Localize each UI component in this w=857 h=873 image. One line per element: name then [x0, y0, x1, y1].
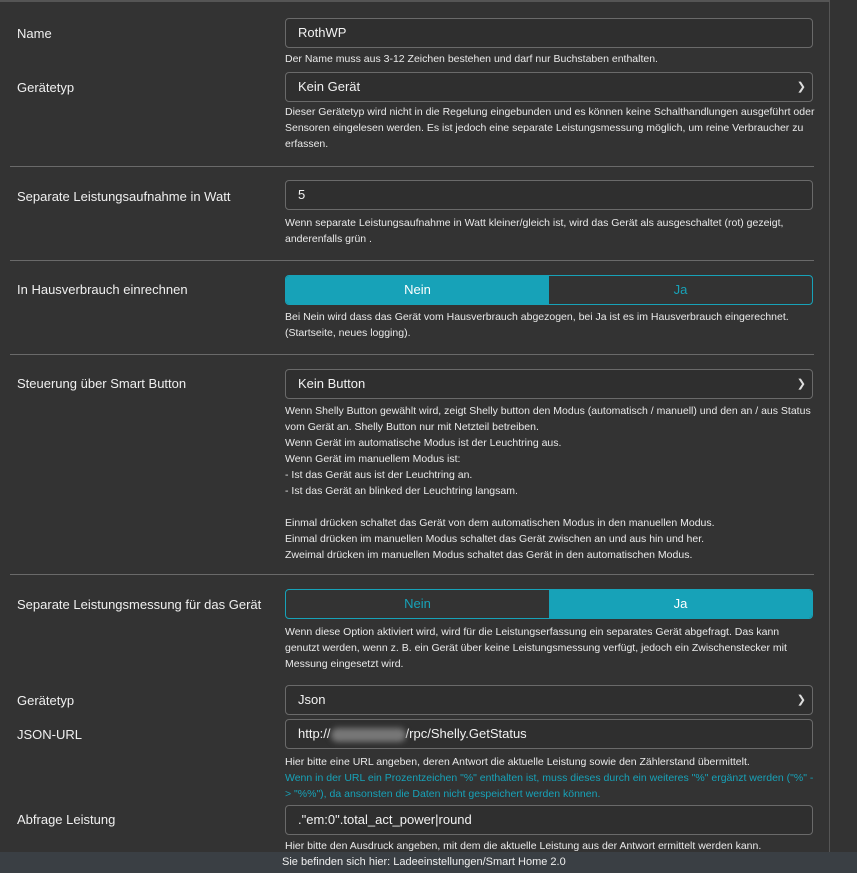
- power-threshold-input[interactable]: 5: [285, 180, 813, 210]
- divider: [10, 260, 814, 261]
- house-consumption-yes-button[interactable]: Ja: [673, 282, 688, 297]
- meter-type-label: Gerätetyp: [17, 693, 75, 708]
- divider: [10, 574, 814, 575]
- chevron-down-icon: ❯: [796, 378, 806, 390]
- help-line: Wenn Shelly Button gewählt wird, zeigt Shelly button den Modus (automatisch / manuell) und den an / aus Status vom Gerät an. Shelly Button nur mit Netzteil betreiben.: [285, 405, 811, 433]
- url-prefix: http://: [298, 726, 331, 741]
- chevron-down-icon: ❯: [796, 81, 806, 93]
- help-line: Wenn Gerät im manuellem Modus ist:: [285, 453, 461, 465]
- meter-type-value: Json: [298, 692, 326, 707]
- redacted-host: [331, 728, 406, 742]
- json-url-help: [285, 754, 815, 802]
- power-query-input[interactable]: ."em:0".total_act_power|round: [285, 805, 813, 835]
- power-query-help: Hier bitte den Ausdruck angeben, mit dem die aktuelle Leistung aus der Antwort ermittelt werden kann.: [285, 840, 762, 852]
- house-consumption-toggle: [285, 275, 813, 305]
- help-line: Wenn Gerät im automatische Modus ist der Leuchtring aus.: [285, 437, 562, 449]
- device-type-select[interactable]: [285, 72, 813, 102]
- power-threshold-label: Separate Leistungsaufnahme in Watt: [17, 189, 231, 204]
- smart-button-value: Kein Button: [298, 376, 366, 391]
- footer-breadcrumb: Sie befinden sich hier: Ladeeinstellungen/Smart Home 2.0: [0, 852, 857, 873]
- json-url-help-text: Hier bitte eine URL angeben, deren Antwort die aktuelle Leistung sowie den Zählerstand übermittelt.: [285, 756, 750, 768]
- divider: [10, 354, 814, 355]
- json-url-warning: Wenn in der URL ein Prozentzeichen "%" enthalten ist, muss dieses durch ein weiteres "%" ergänzt werden ("%" -> "%%"), da ansonsten die Daten nicht gespeichert werden können.: [285, 772, 814, 800]
- name-input[interactable]: RothWP: [285, 18, 813, 48]
- help-line: Zweimal drücken im manuellen Modus schaltet das Gerät in den automatischen Modus.: [285, 549, 693, 561]
- right-border: [829, 0, 830, 852]
- json-url-input[interactable]: [285, 719, 813, 749]
- house-consumption-help: Bei Nein wird dass das Gerät vom Hausverbrauch abgezogen, bei Ja ist es im Hausverbrauch eingerechnet. (Startseite, neues logging).: [285, 311, 789, 339]
- help-line: Einmal drücken im manuellen Modus schaltet das Gerät zwischen an und aus hin und her.: [285, 533, 705, 545]
- power-threshold-help: Wenn separate Leistungsaufnahme in Watt kleiner/gleich ist, wird das Gerät als ausgeschaltet (rot) gezeigt, anderenfalls grün .: [285, 217, 784, 245]
- separate-measurement-label: Separate Leistungsmessung für das Gerät: [17, 597, 262, 612]
- help-line: - Ist das Gerät aus ist der Leuchtring an.: [285, 469, 473, 481]
- name-help: Der Name muss aus 3-12 Zeichen bestehen und darf nur Buchstaben enthalten.: [285, 53, 658, 65]
- top-border: [0, 0, 829, 2]
- separate-measurement-yes-button[interactable]: Ja: [549, 590, 812, 618]
- device-type-help: Dieser Gerätetyp wird nicht in die Regelung eingebunden und es können keine Schalthandlungen ausgeführt oder Sensoren eingelesen werden. Es ist jedoch eine separate Leistungsmessung möglich, um reine Verbraucher zu erfassen.: [285, 106, 815, 150]
- smart-button-label: Steuerung über Smart Button: [17, 376, 187, 391]
- url-suffix: /rpc/Shelly.GetStatus: [405, 726, 527, 741]
- power-query-label: Abfrage Leistung: [17, 812, 116, 827]
- device-type-value: Kein Gerät: [298, 79, 361, 94]
- divider: [10, 166, 814, 167]
- help-line: [285, 499, 815, 515]
- chevron-down-icon: ❯: [796, 694, 806, 706]
- smart-button-help: [285, 403, 815, 563]
- help-line: - Ist das Gerät an blinked der Leuchtring langsam.: [285, 485, 518, 497]
- separate-measurement-help: Wenn diese Option aktiviert wird, wird für die Leistungserfassung ein separates Gerät abgefragt. Das kann genutzt werden, wenn z. B. ein Gerät über keine Leistungsmessung verfügt, jedoch ein Zwischenstecker mit Messung eingesetzt wird.: [285, 626, 787, 670]
- help-line: Einmal drücken schaltet das Gerät von dem automatischen Modus in den manuellen Modus.: [285, 517, 715, 529]
- house-consumption-no-button[interactable]: Nein: [286, 276, 549, 304]
- name-label: Name: [17, 26, 52, 41]
- house-consumption-label: In Hausverbrauch einrechnen: [17, 282, 188, 297]
- json-url-label: JSON-URL: [17, 727, 83, 742]
- meter-type-select[interactable]: [285, 685, 813, 715]
- separate-measurement-toggle: [285, 589, 813, 619]
- device-type-label: Gerätetyp: [17, 80, 75, 95]
- separate-measurement-no-button[interactable]: Nein: [404, 596, 431, 611]
- smart-button-select[interactable]: [285, 369, 813, 399]
